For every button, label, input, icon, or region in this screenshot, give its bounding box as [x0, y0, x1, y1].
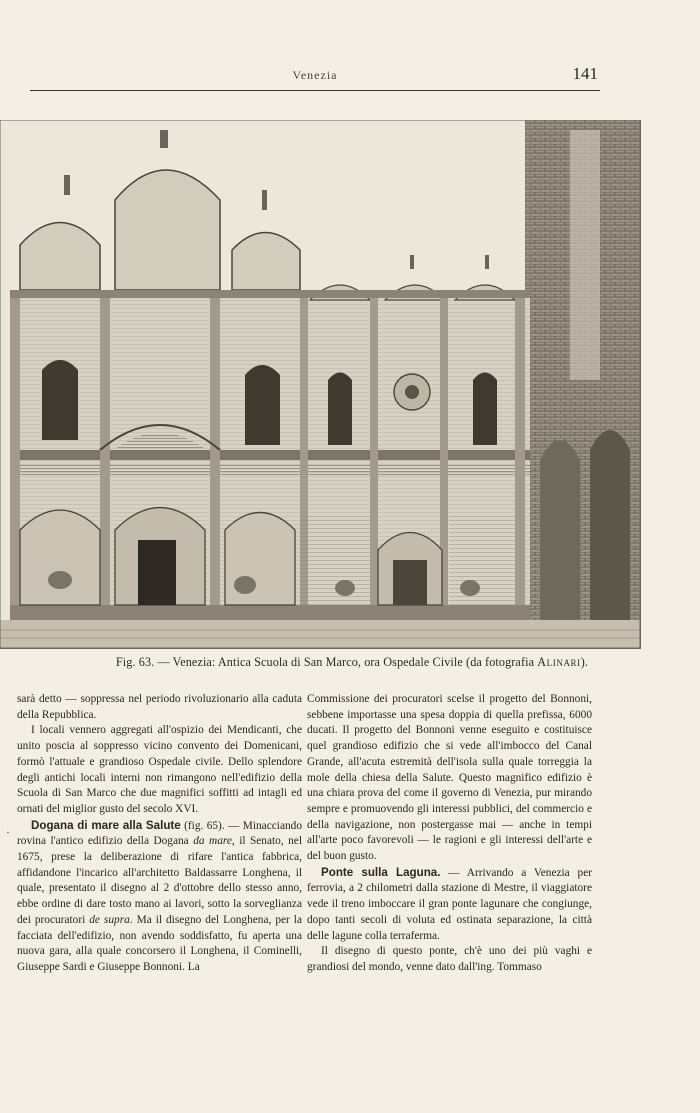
section-heading: Ponte sulla Laguna.: [321, 865, 441, 879]
scuola-san-marco-facade-drawing: [0, 120, 640, 648]
paragraph-text: . Ma il disegno del Longhena, per la facciata dell'edifizio, non avendo soddisfatto, fu aperta una nuova gara, alla quale concorsero il Longhena, il Cominelli, Giuseppe Sardi e Giuseppe Bonnoni. La: [17, 913, 302, 973]
caption-end: ).: [580, 655, 589, 669]
paragraph-text: , il Senato, nel 1675, prese la deliberazione di rifare l'antica fabbrica, affidandone l'incarico all'architetto Baldassarre Longhena, il quale, presentato il disegno al 2 d'ottobre dello stesso anno, ebbe ordine di dare tosto mano ai lavori, sotto la sorveglianza dei procuratori: [17, 835, 302, 926]
paragraph-dogana: [17, 818, 302, 976]
running-head: [30, 62, 600, 91]
paragraph-ponte: [307, 865, 592, 945]
text-column-right: [307, 692, 592, 976]
paragraph: sarà detto — soppressa nel periodo rivoluzionario alla caduta della Repubblica.: [17, 693, 302, 721]
engraving-illustration: [0, 120, 641, 649]
margin-dot: ·: [6, 825, 10, 839]
paragraph: I locali vennero aggregati all'ospizio dei Mendicanti, che unito poscia al soppresso vicino convento dei Domenicani, formò l'attuale e grandioso Ospedale civile. Dello splendore degli antichi locali interni non rimangono nell'edifizio della Scuola di San Marco che due magnifici soffitti ad intagli ed ornati del miglior gusto del secolo XVI.: [17, 724, 302, 815]
caption-credit: Alinari: [537, 655, 581, 669]
text-column-left: [17, 692, 302, 976]
figure-caption: [22, 655, 682, 670]
section-heading: Dogana di mare alla Salute: [31, 818, 181, 832]
page-number: 141: [572, 64, 598, 83]
paragraph-text: (fig. 65). — Minacciando rovina l'antico edifizio della Dogana: [17, 819, 302, 848]
caption-text: Fig. 63. — Venezia: Antica Scuola di San Marco, ora Ospedale Civile (da fotografia: [115, 655, 538, 669]
running-title: Venezia: [292, 68, 338, 82]
paragraph-text: — Arrivando a Venezia per ferrovia, a 2 chilometri dalla stazione di Mestre, il viaggiatore vede il treno imboccare il gran ponte lagunare che congiunge, dopo tanti secoli di voluta ed ostinata separazione, la città delle lagune colla terraferma.: [307, 866, 593, 942]
italic-term: da mare: [193, 835, 232, 848]
paragraph: Il disegno di questo ponte, ch'è uno dei più vaghi e grandiosi del mondo, venne dato dall'ing. Tommaso: [307, 945, 592, 973]
italic-term: de supra: [89, 913, 130, 926]
paragraph: Commissione dei procuratori scelse il progetto del Bonnoni, sebbene importasse una spesa doppia di quella prefissa, 6000 ducati. Il progetto del Bonnoni venne eseguito e costituisce quel grandioso edifizio che si vede all'imbocco del Canal Grande, all'acuta estremità dell'isola sulla quale torreggia la mole della chiesa della Salute. Questo magnifico edifizio è una chiara prova del come il governo di Venezia, pur mirando sempre e promuovendo gli interessi pubblici, del commercio e della navigazione, non postergasse mai — anche in tempi all'arte poco favorevoli — le ragioni e gli interessi dell'arte e del buon gusto.: [307, 693, 592, 863]
